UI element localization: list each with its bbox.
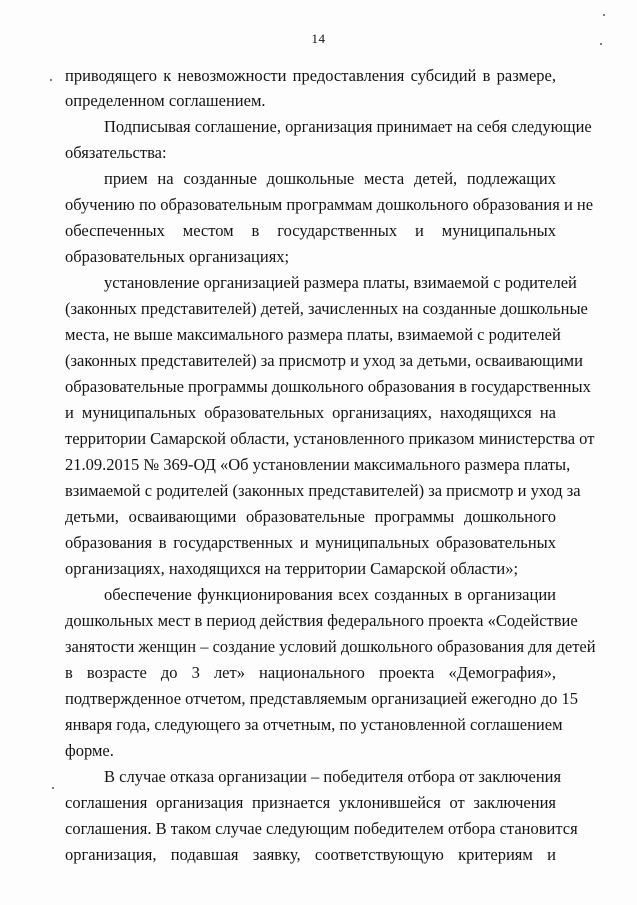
text-line: января года, следующего за отчетным, по установленной соглашением bbox=[65, 715, 563, 734]
text-line: Подписывая соглашение, организация принимает на себя следующие bbox=[104, 117, 592, 136]
text-line: занятости женщин – создание условий дошкольного образования для детей bbox=[65, 637, 596, 656]
text-line: прием на созданные дошкольные места детей, подлежащих bbox=[104, 169, 556, 188]
text-line: и муниципальных образовательных организациях, находящихся на bbox=[65, 403, 556, 422]
text-line: соглашения организация признается уклонившейся от заключения bbox=[65, 793, 556, 812]
text-line: подтвержденное отчетом, представляемым организацией ежегодно до 15 bbox=[65, 689, 578, 708]
text-line: организация, подавшая заявку, соответствующую критериям и bbox=[65, 845, 556, 864]
text-line: В случае отказа организации – победителя отбора от заключения bbox=[104, 767, 562, 786]
scan-speck bbox=[603, 14, 605, 16]
text-line: обеспеченных местом в государственных и муниципальных bbox=[65, 221, 556, 240]
text-line: образования в государственных и муниципальных образовательных bbox=[65, 533, 556, 552]
text-line: территории Самарской области, установленного приказом министерства от bbox=[65, 429, 595, 448]
text-line: обязательства: bbox=[65, 143, 167, 162]
text-line: обучению по образовательным программам дошкольного образования и не bbox=[65, 195, 594, 214]
text-line: обеспечение функционирования всех созданных в организации bbox=[104, 585, 556, 604]
scan-speck bbox=[50, 79, 52, 81]
scan-speck bbox=[52, 787, 54, 789]
text-line: детьми, осваивающими образовательные программы дошкольного bbox=[65, 507, 556, 526]
text-line: установление организацией размера платы, взимаемой с родителей bbox=[104, 273, 577, 292]
text-line: приводящего к невозможности предоставления субсидий в размере, bbox=[65, 66, 556, 85]
text-line: 21.09.2015 № 369-ОД «Об установлении максимального размера платы, bbox=[65, 455, 571, 474]
page-number: 14 bbox=[311, 31, 326, 46]
text-line: образовательных организациях; bbox=[65, 247, 290, 266]
text-line: форме. bbox=[65, 741, 114, 760]
text-line: места, не выше максимального размера платы, взимаемой с родителей bbox=[65, 325, 561, 344]
text-line: организациях, находящихся на территории Самарской области»; bbox=[65, 559, 519, 578]
scan-speck bbox=[600, 43, 602, 45]
text-line: дошкольных мест в период действия федерального проекта «Содействие bbox=[65, 611, 578, 630]
text-line: в возрасте до 3 лет» национального проекта «Демография», bbox=[65, 663, 556, 682]
text-line: определенном соглашением. bbox=[65, 91, 266, 110]
text-line: (законных представителей) детей, зачисленных на созданные дошкольные bbox=[65, 299, 588, 318]
text-line: образовательные программы дошкольного образования в государственных bbox=[65, 377, 591, 396]
text-line: взимаемой с родителей (законных представителей) за присмотр и уход за bbox=[65, 481, 581, 500]
text-line: соглашения. В таком случае следующим победителем отбора становится bbox=[65, 819, 578, 838]
text-line: (законных представителей) за присмотр и уход за детьми, осваивающими bbox=[65, 351, 583, 370]
